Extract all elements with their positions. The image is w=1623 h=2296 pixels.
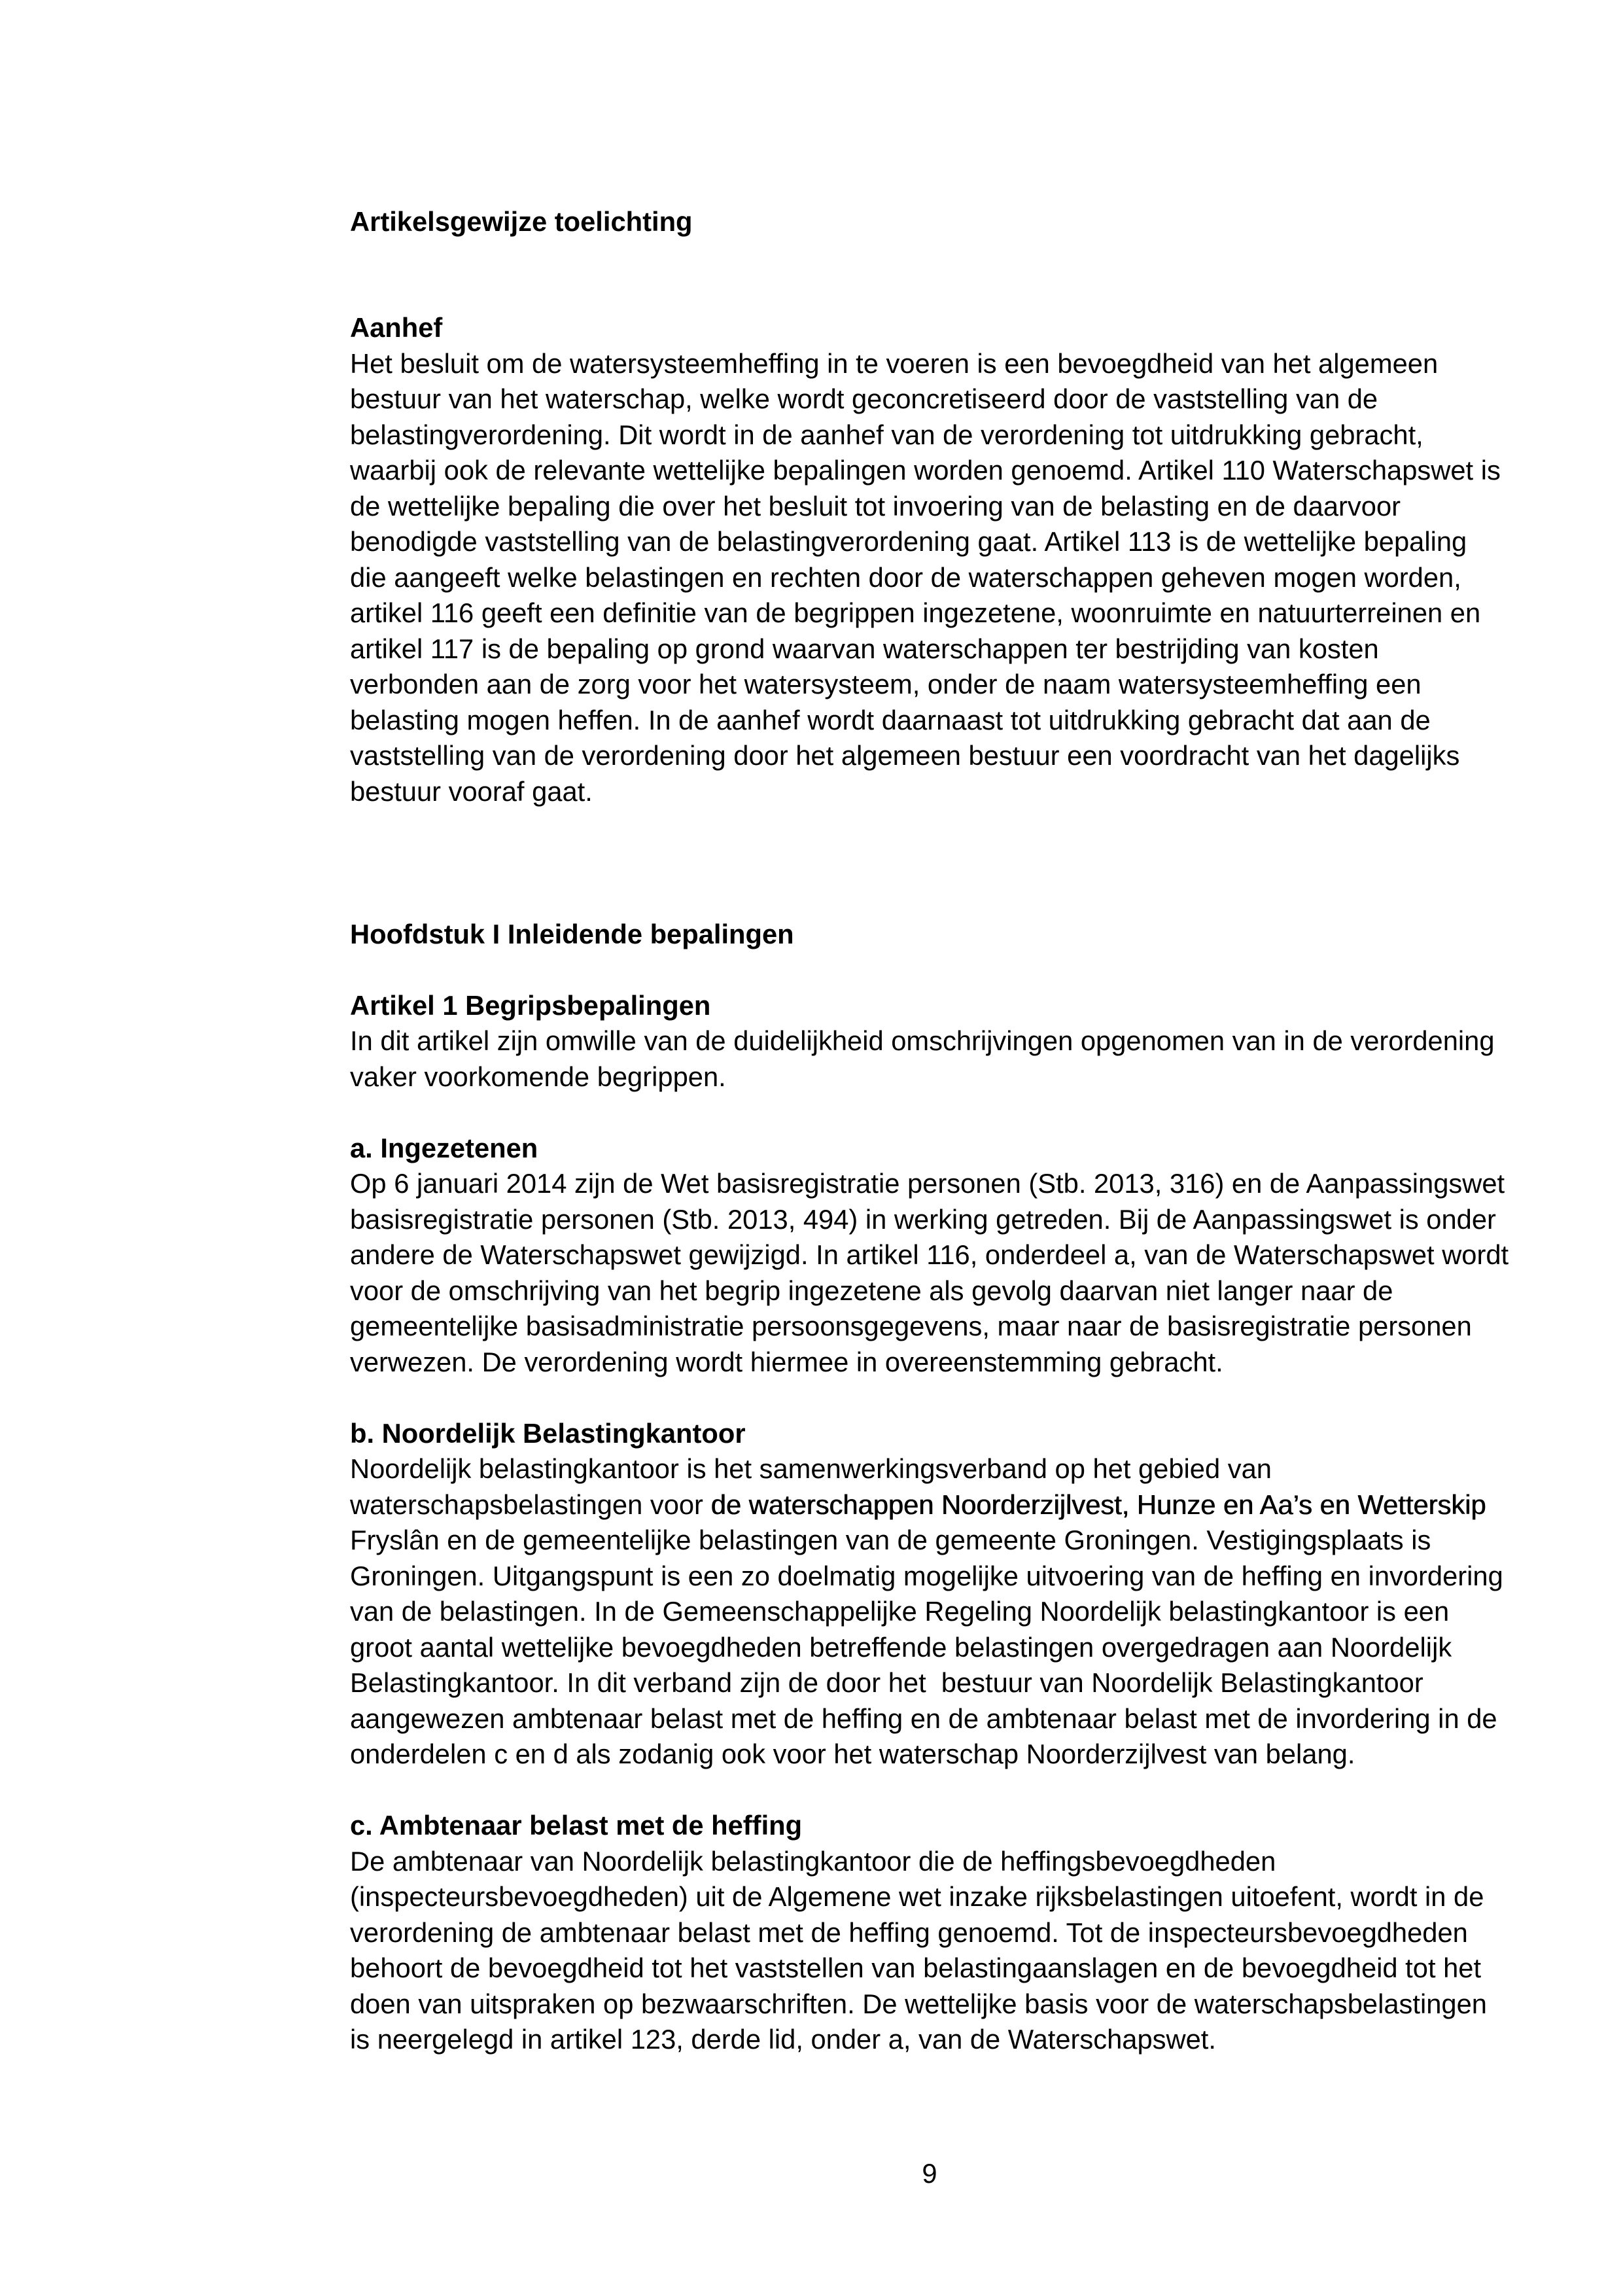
paragraph-c-ambtenaar-heffing: De ambtenaar van Noordelijk belastingkantoor die de heffingsbevoegdheden (inspecteursbevoegdheden) uit de Algemene wet inzake rijksbelastingen uitoefent, wordt in de verordening de ambtenaar belast met de heffing genoemd. Tot de inspecteursbevoegdheden behoort de bevoegdheid tot het vaststellen van belastingaanslagen en de bevoegdheid tot het doen van uitspraken op bezwaarschriften. De wettelijke basis voor de waterschapsbelastingen is neergelegd in artikel 123, derde lid, onder a, van de Waterschapswet.: [350, 1845, 1495, 2055]
paragraph-artikel-1: In dit artikel zijn omwille van de duidelijkheid omschrijvingen opgenomen van in de verordening vaker voorkomende begrippen.: [350, 1025, 1503, 1092]
section-artikel-1: [350, 988, 1509, 1095]
section-heading-a-ingezetenen: a. Ingezetenen: [350, 1132, 538, 1163]
paragraph-b-waterboard-names: de waterschappen Noorderzijlvest, Hunze en Aa’s en Wetterskip: [710, 1489, 1486, 1520]
paragraph-a-ingezetenen: Op 6 januari 2014 zijn de Wet basisregistratie personen (Stb. 2013, 316) en de Aanpassingswet basisregistratie personen (Stb. 2013, 494) in werking getreden. Bij de Aanpassingswet is onder andere de Waterschapswet gewijzigd. In artikel 116, onderdeel a, van de Waterschapswet wordt voor de omschrijving van het begrip ingezetene als gevolg daarvan niet langer naar de gemeentelijke basisadministratie persoonsgegevens, maar naar de basisregistratie personen verwezen. De verordening wordt hiermee in overeenstemming gebracht.: [350, 1168, 1516, 1377]
page-title: Artikelsgewijze toelichting: [350, 206, 693, 237]
section-a-ingezetenen: [350, 1131, 1516, 1381]
page-footer: [350, 2156, 1509, 2192]
section-aanhef: [350, 310, 1509, 809]
section-c-ambtenaar-heffing: [350, 1808, 1509, 2058]
section-heading-c-ambtenaar-heffing: c. Ambtenaar belast met de heffing: [350, 1810, 803, 1841]
section-heading-hoofdstuk-1: Hoofdstuk I Inleidende bepalingen: [350, 918, 794, 949]
section-hoofdstuk-1: [350, 917, 1509, 953]
paragraph-b-text-after: Fryslân en de gemeentelijke belastingen van de gemeente Groningen. Vestigingsplaats is Groningen. Uitgangspunt is een zo doelmatig mogelijke uitvoering van de heffing en invordering van de belastingen. In de Gemeenschappelijke Regeling Noordelijk belastingkantoor is een groot aantal wettelijke bevoegdheden betreffende belastingen overgedragen aan Noordelijk Belastingkantoor. In dit verband zijn de door het bestuur van Noordelijk Belastingkantoor aangewezen ambtenaar belast met de heffing en de ambtenaar belast met de invordering in de onderdelen c en d als zodanig ook voor het waterschap Noorderzijlvest van belang.: [350, 1489, 1511, 1769]
section-heading-artikel-1: Artikel 1 Begripsbepalingen: [350, 989, 711, 1021]
text-column: [350, 0, 1516, 2191]
paragraph-aanhef: Het besluit om de watersysteemheffing in te voeren is een bevoegdheid van het algemeen bestuur van het waterschap, welke wordt geconcretiseerd door de vaststelling van de belastingverordening. Dit wordt in de aanhef van de verordening tot uitdrukking gebracht, waarbij ook de relevante wettelijke bepalingen worden genoemd. Artikel 110 Waterschapswet is de wettelijke bepaling die over het besluit tot invoering van de belasting en de daarvoor benodigde vaststelling van de belastingverordening gaat. Artikel 113 is de wettelijke bepaling die aangeeft welke belastingen en rechten door de waterschappen geheven mogen worden, artikel 116 geeft een definitie van de begrippen ingezetene, woonruimte en natuurterreinen en artikel 117 is de bepaling op grond waarvan waterschappen ter bestrijding van kosten verbonden aan de zorg voor het watersysteem, onder de naam watersysteemheffing een belasting mogen heffen. In de aanhef wordt daarnaast tot uitdrukking gebracht dat aan de vaststelling van de verordening door het algemeen bestuur een voordracht van het dagelijks bestuur vooraf gaat.: [350, 347, 1509, 807]
section-heading-b-noordelijk-belastingkantoor: b. Noordelijk Belastingkantoor: [350, 1417, 746, 1449]
paragraph-b-noordelijk-belastingkantoor: [350, 1451, 1509, 1773]
section-b-noordelijk-belastingkantoor: [350, 1416, 1509, 1773]
page-number: 9: [922, 2157, 937, 2189]
paragraph-b-text-before: Noordelijk belastingkantoor is het samenwerkingsverband op het gebied van waterschapsbelastingen voor: [350, 1453, 1280, 1520]
section-heading-aanhef: Aanhef: [350, 312, 443, 343]
